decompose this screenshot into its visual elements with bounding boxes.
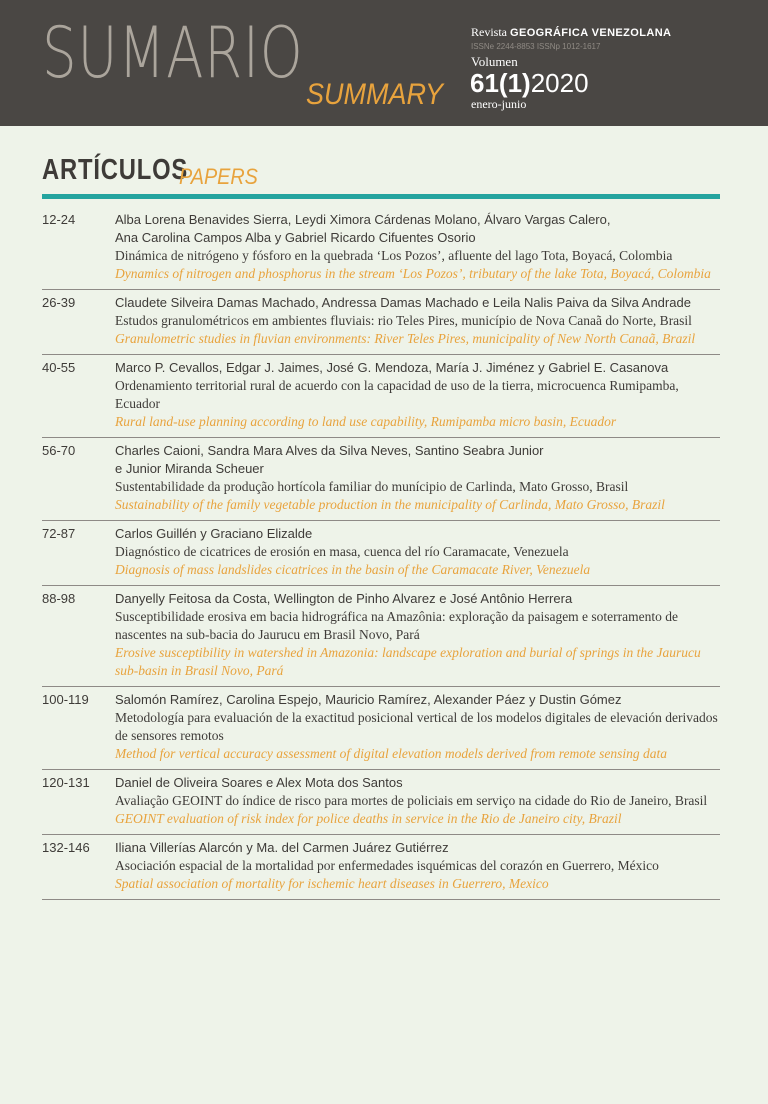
article-entry <box>42 835 720 900</box>
article-title: Diagnóstico de cicatrices de erosión en masa, cuenca del río Caramacate, Venezuela <box>115 544 569 559</box>
article-title: Asociación espacial de la mortalidad por enfermedades isquémicas del corazón en Guerrero, México <box>115 858 659 873</box>
article-title-english: GEOINT evaluation of risk index for police deaths in service in the Rio de Janeiro city, Brazil <box>115 811 622 826</box>
article-title: Dinámica de nitrógeno y fósforo en la quebrada ‘Los Pozos’, afluente del lago Tota, Boyacá, Colombia <box>115 248 673 263</box>
article-title: Ordenamiento territorial rural de acuerdo con la capacidad de uso de la tierra, microcuenca Rumipamba, Ecuador <box>115 378 679 411</box>
article-authors: Marco P. Cevallos, Edgar J. Jaimes, José G. Mendoza, María J. Jiménez y Gabriel E. Casanova <box>115 360 669 375</box>
volume-period: enero-junio <box>471 97 527 111</box>
article-pages: 26-39 <box>42 295 76 310</box>
article-content <box>115 839 720 893</box>
article-content <box>115 294 720 348</box>
article-pages: 120-131 <box>42 775 90 790</box>
page-title: SUMARIO <box>42 12 304 94</box>
article-title: Avaliação GEOINT do índice de risco para mortes de policiais em serviço na cidade do Rio de Janeiro, Brasil <box>115 793 708 808</box>
article-authors: Danyelly Feitosa da Costa, Wellington de Pinho Alvarez e José Antônio Herrera <box>115 591 573 606</box>
article-entry <box>42 770 720 835</box>
article-entry <box>42 586 720 687</box>
article-pages: 100-119 <box>42 692 89 707</box>
article-content <box>115 691 720 763</box>
article-pages: 12-24 <box>42 212 76 227</box>
article-title-english: Dynamics of nitrogen and phosphorus in the stream ‘Los Pozos’, tributary of the lake Tota, Boyacá, Colombia <box>115 266 711 281</box>
article-list <box>42 207 720 900</box>
article-authors: e Junior Miranda Scheuer <box>115 461 264 476</box>
article-content <box>115 442 720 514</box>
volume-label: Volumen <box>471 54 518 69</box>
article-authors: Ana Carolina Campos Alba y Gabriel Ricardo Cifuentes Osorio <box>115 230 476 245</box>
article-entry <box>42 521 720 586</box>
article-pages: 132-146 <box>42 840 90 855</box>
article-title: Metodología para evaluación de la exactitud posicional vertical de los modelos digitales de elevación derivados de sensores remotos <box>115 710 718 743</box>
volume-year: 2020 <box>530 68 589 98</box>
article-title-english: Sustainability of the family vegetable production in the municipality of Carlinda, Mato Grosso, Brazil <box>115 497 665 512</box>
article-content <box>115 359 720 431</box>
article-title-english: Rural land-use planning according to land use capability, Rumipamba micro basin, Ecuador <box>115 414 617 429</box>
journal-prefix: Revista <box>471 25 507 39</box>
article-content <box>115 211 720 283</box>
article-content <box>115 590 720 680</box>
journal-title: GEOGRÁFICA VENEZOLANA <box>510 27 672 39</box>
issn: ISSNe 2244-8853 ISSNp 1012-1617 <box>471 42 601 51</box>
article-authors: Daniel de Oliveira Soares e Alex Mota dos Santos <box>115 775 403 790</box>
article-entry <box>42 438 720 521</box>
article-authors: Alba Lorena Benavides Sierra, Leydi Ximora Cárdenas Molano, Álvaro Vargas Calero, <box>115 212 611 227</box>
article-authors: Salomón Ramírez, Carolina Espejo, Mauricio Ramírez, Alexander Páez y Dustin Gómez <box>115 692 622 707</box>
article-pages: 72-87 <box>42 526 76 541</box>
article-authors: Carlos Guillén y Graciano Elizalde <box>115 526 313 541</box>
article-authors: Iliana Villerías Alarcón y Ma. del Carmen Juárez Gutiérrez <box>115 840 449 855</box>
article-entry <box>42 207 720 290</box>
page-subtitle: SUMMARY <box>306 78 444 111</box>
article-title: Sustentabilidade da produção hortícola familiar do munícipio de Carlinda, Mato Grosso, Brasil <box>115 479 629 494</box>
article-pages: 88-98 <box>42 591 76 606</box>
volume-issue: (1) <box>498 68 531 98</box>
article-title-english: Diagnosis of mass landslides cicatrices in the basin of the Caramacate River, Venezuela <box>115 562 591 577</box>
journal-name <box>471 26 671 39</box>
article-content <box>115 525 720 579</box>
section-divider <box>42 194 720 199</box>
article-content <box>115 774 720 828</box>
volume-number <box>470 70 589 96</box>
article-title: Susceptibilidade erosiva em bacia hidrográfica na Amazônia: exploração da paisagem e soterramento de nascentes na sub-bacia do Jaurucu em Brasil Novo, Pará <box>115 609 679 642</box>
article-title: Estudos granulométricos em ambientes fluviais: rio Teles Pires, município de Nova Canaã do Norte, Brasil <box>115 313 692 328</box>
section-title: ARTÍCULOS <box>42 154 189 186</box>
article-authors: Charles Caioni, Sandra Mara Alves da Silva Neves, Santino Seabra Junior <box>115 443 544 458</box>
article-title-english: Granulometric studies in fluvian environments: River Teles Pires, municipality of New North Canaã, Brazil <box>115 331 696 346</box>
volume-num: 61 <box>470 68 499 98</box>
section-subtitle: PAPERS <box>179 164 258 189</box>
article-title-english: Erosive susceptibility in watershed in Amazonia: landscape exploration and burial of springs in the Jaurucu sub-basin in Brasil Novo, Pará <box>115 645 701 678</box>
article-entry <box>42 290 720 355</box>
article-authors: Claudete Silveira Damas Machado, Andressa Damas Machado e Leila Nalis Paiva da Silva Andrade <box>115 295 691 310</box>
article-title-english: Spatial association of mortality for ischemic heart diseases in Guerrero, Mexico <box>115 876 549 891</box>
article-entry <box>42 687 720 770</box>
article-pages: 40-55 <box>42 360 76 375</box>
article-title-english: Method for vertical accuracy assessment of digital elevation models derived from remote sensing data <box>115 746 668 761</box>
header-banner <box>0 0 768 126</box>
article-entry <box>42 355 720 438</box>
article-pages: 56-70 <box>42 443 76 458</box>
